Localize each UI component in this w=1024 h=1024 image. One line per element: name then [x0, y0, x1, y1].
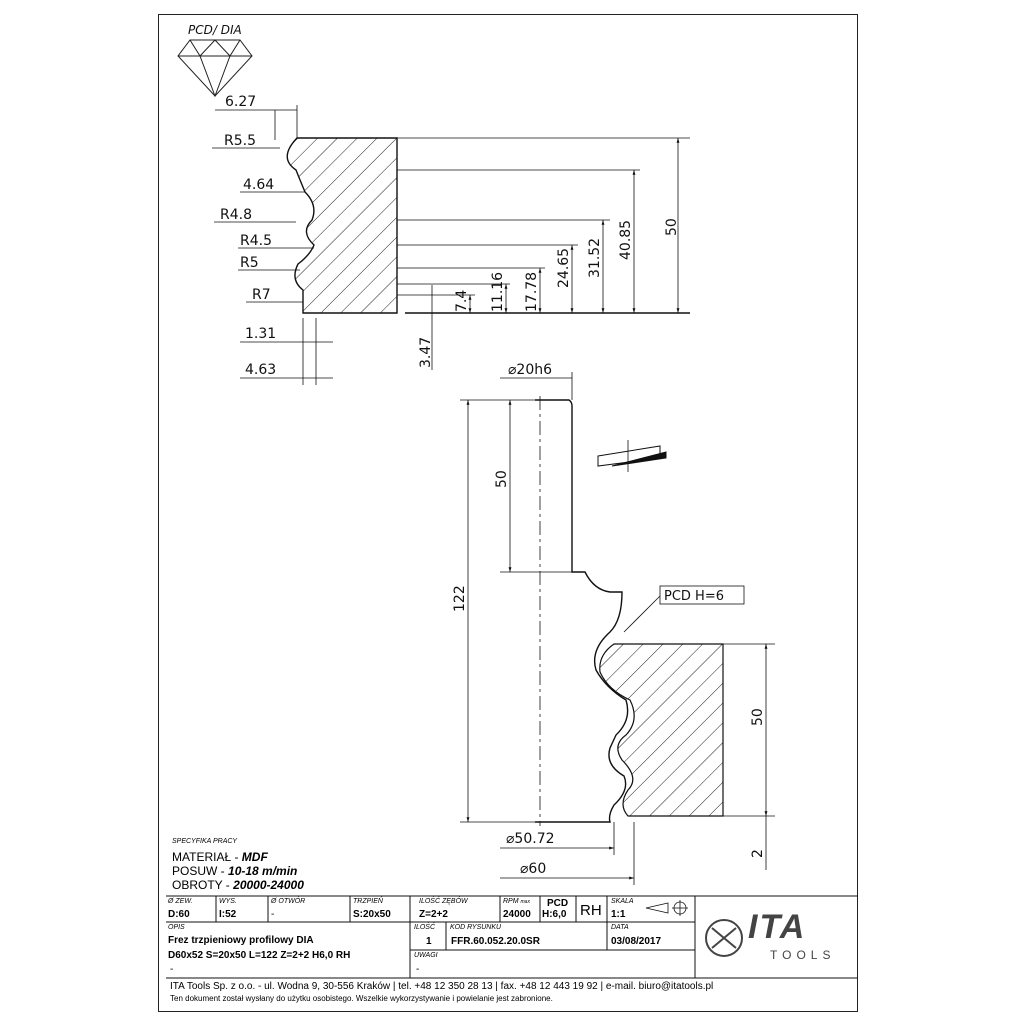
tb-skala-value: 1:1 — [611, 909, 626, 920]
tb-pcd-label: PCD — [547, 898, 569, 909]
tb-ilosc-value: 1 — [426, 936, 432, 947]
spec-material-label: MATERIAŁ - — [172, 850, 239, 864]
spec-feed-value: 10-18 m/min — [228, 864, 298, 878]
dim-40-85: 40.85 — [618, 219, 634, 260]
dim-r5-5: R5.5 — [224, 133, 256, 149]
tb-opis-line3: - — [170, 964, 174, 975]
dim-4-63: 4.63 — [245, 362, 277, 378]
tb-zebow-value: Z=2+2 — [419, 909, 448, 920]
dim-50-top: 50 — [664, 218, 680, 236]
tb-wys-label: WYS. — [219, 898, 237, 905]
tb-rpm-label-text: RPM — [503, 898, 519, 905]
tb-rh: RH — [580, 902, 602, 919]
dim-r5: R5 — [240, 255, 259, 271]
dim-3-47: 3.47 — [418, 336, 434, 368]
tb-otwor-value: - — [271, 909, 275, 920]
dim-r7: R7 — [252, 287, 271, 303]
dim-11-16: 11.16 — [490, 271, 506, 312]
cone-symbol-icon — [646, 900, 688, 916]
profile-section — [287, 138, 397, 313]
spec-feed — [172, 864, 297, 878]
diamond-icon — [178, 40, 252, 96]
pcd-dia-label: PCD/ DIA — [188, 23, 242, 37]
tb-rpm-sub: max — [520, 899, 530, 905]
tb-ilosc-label: ILOŚĆ — [414, 924, 436, 931]
dim-shank-len: 50 — [494, 470, 510, 488]
dim-24-65: 24.65 — [556, 247, 572, 288]
dim-r4-8: R4.8 — [220, 207, 252, 223]
dim-cut-dia: ⌀50.72 — [506, 831, 555, 847]
tb-uwagi-value: - — [416, 964, 420, 975]
footer-disclaimer: Ten dokument został wysłany do użytku osobistego. Wszelkie wykorzystywanie i powielanie jest zabronione. — [170, 994, 553, 1003]
tb-trzpien-value: S:20x50 — [353, 909, 391, 920]
dim-cut-height: 50 — [750, 708, 766, 726]
spec-material-value: MDF — [241, 850, 268, 864]
tb-dzew-label: Ø ZEW. — [168, 898, 193, 905]
dim-7-4: 7.4 — [454, 289, 470, 312]
tb-otwor-label: Ø OTWÓR — [271, 898, 306, 905]
spec-material — [172, 850, 268, 864]
spec-heading: SPECYFIKA PRACY — [172, 838, 238, 845]
spec-rpm — [172, 878, 304, 892]
dim-outer-dia: ⌀60 — [520, 861, 547, 877]
tb-data-value: 03/08/2017 — [611, 936, 662, 947]
tb-kod-value: FFR.60.052.20.0SR — [451, 936, 540, 947]
tb-opis-line1: Frez trzpieniowy profilowy DIA — [168, 935, 314, 946]
tb-skala-label: SKALA — [611, 898, 634, 905]
dim-1-31: 1.31 — [245, 326, 277, 342]
spec-feed-label: POSUW - — [172, 864, 225, 878]
spec-rpm-value: 20000-24000 — [233, 878, 304, 892]
tb-dzew-value: D:60 — [168, 909, 190, 920]
tb-opis-label: OPIS — [168, 924, 185, 931]
pcd-note: PCD H=6 — [664, 589, 724, 604]
tb-data-label: DATA — [611, 924, 629, 931]
spec-rpm-label: OBROTY - — [172, 878, 230, 892]
tb-kod-label: KOD RYSUNKU — [450, 924, 502, 931]
tb-rpm-label — [503, 898, 530, 905]
dim-17-78: 17.78 — [524, 271, 540, 312]
tb-uwagi-label: UWAGI — [414, 952, 438, 959]
logo-sub: TOOLS — [770, 948, 836, 962]
tb-rpm-value: 24000 — [503, 909, 531, 920]
tb-opis-line2: D60x52 S=20x50 L=122 Z=2+2 H6,0 RH — [168, 950, 351, 961]
side-dimension-lines — [460, 372, 775, 885]
tb-zebow-label: ILOŚĆ ZĘBÓW — [419, 898, 468, 905]
tb-wys-value: I:52 — [219, 909, 237, 920]
dim-bottom: 2 — [750, 849, 766, 858]
dim-total-len: 122 — [452, 585, 468, 612]
tb-pcd-value: H:6,0 — [542, 909, 567, 920]
dim-31-52: 31.52 — [587, 237, 603, 278]
footer-contact: ITA Tools Sp. z o.o. - ul. Wodna 9, 30-556 Kraków | tel. +48 12 350 28 13 | fax. +48 12 443 19 92 | e-mail. biuro@itatools.pl — [170, 981, 714, 992]
dim-4-64: 4.64 — [243, 177, 275, 193]
dim-6-27: 6.27 — [225, 94, 257, 110]
dim-shank-dia: ⌀20h6 — [508, 362, 553, 378]
ita-logo-icon — [706, 920, 742, 956]
dim-r4-5: R4.5 — [240, 233, 272, 249]
logo-text: ITA — [748, 908, 807, 946]
tb-trzpien-label: TRZPIEŃ — [353, 898, 383, 905]
cutter-side-view — [535, 396, 723, 826]
